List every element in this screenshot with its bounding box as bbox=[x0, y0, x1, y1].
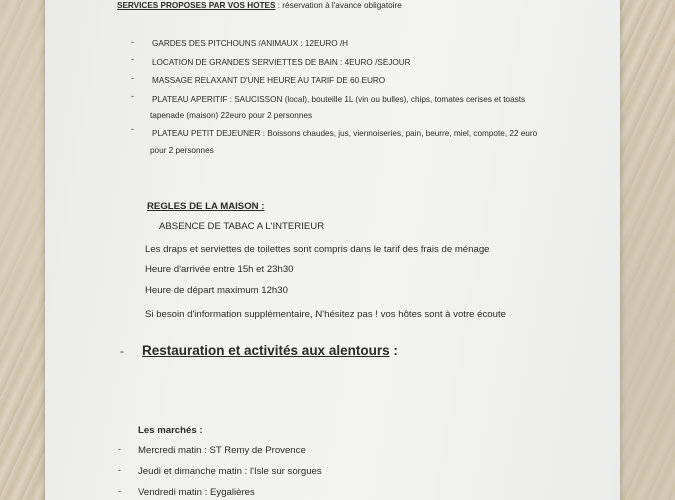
service-item: MASSAGE RELAXANT D'UNE HEURE AU TARIF DE 60 EURO bbox=[152, 76, 386, 85]
services-header bbox=[117, 1, 402, 10]
service-item-continued: pour 2 personnes bbox=[150, 146, 214, 155]
market-item: Jeudi et dimanche matin : l'Isle sur sorgues bbox=[138, 466, 322, 477]
service-item-continued: tapenade (maison) 22euro pour 2 personnes bbox=[150, 111, 313, 120]
section-suffix: : bbox=[389, 343, 398, 358]
service-item: PLATEAU APERITIF : SAUCISSON (local), bouteille 1L (vin ou bulles), chips, tomates cerises et toasts bbox=[152, 95, 526, 104]
services-subtitle: : réservation à l'avance obligatoire bbox=[275, 1, 402, 10]
rules-heading: REGLES DE LA MAISON : bbox=[147, 201, 265, 212]
bullet-dash: - bbox=[118, 486, 121, 496]
bullet-dash: - bbox=[131, 124, 134, 134]
rule-item: Les draps et serviettes de toilettes sont compris dans le tarif des frais de ménage bbox=[145, 244, 490, 255]
bullet-dash: - bbox=[131, 54, 134, 64]
market-item: Vendredi matin : Eygalières bbox=[138, 487, 255, 498]
service-item: GARDES DES PITCHOUNS /ANIMAUX : 12EURO /H bbox=[152, 39, 349, 48]
section-title: Restauration et activités aux alentours bbox=[142, 343, 390, 358]
rule-item: Heure d'arrivée entre 15h et 23h30 bbox=[145, 264, 294, 275]
printed-sheet bbox=[45, 0, 620, 500]
bullet-dash: - bbox=[131, 73, 134, 83]
bullet-dash: - bbox=[118, 444, 121, 454]
bullet-dash: - bbox=[131, 91, 134, 101]
rule-item: Heure de départ maximum 12h30 bbox=[145, 285, 288, 296]
bullet-dash: - bbox=[120, 344, 124, 358]
market-item: Mercredi matin : ST Remy de Provence bbox=[138, 445, 306, 456]
section-heading bbox=[142, 343, 398, 358]
rule-item: ABSENCE DE TABAC A L'INTERIEUR bbox=[159, 221, 325, 232]
services-title: SERVICES PROPOSES PAR VOS HOTES bbox=[117, 1, 276, 10]
bullet-dash: - bbox=[118, 465, 121, 475]
rule-item: Si besoin d'information supplémentaire, N'hésitez pas ! vos hôtes sont à votre écoute bbox=[145, 309, 506, 320]
bullet-dash: - bbox=[131, 37, 134, 47]
markets-heading: Les marchés : bbox=[138, 425, 203, 436]
service-item: LOCATION DE GRANDES SERVIETTES DE BAIN : 4EURO /SEJOUR bbox=[152, 58, 411, 67]
service-item: PLATEAU PETIT DEJEUNER : Boissons chaudes, jus, viennoiseries, pain, beurre, miel, compote, 22 euro bbox=[152, 129, 538, 138]
